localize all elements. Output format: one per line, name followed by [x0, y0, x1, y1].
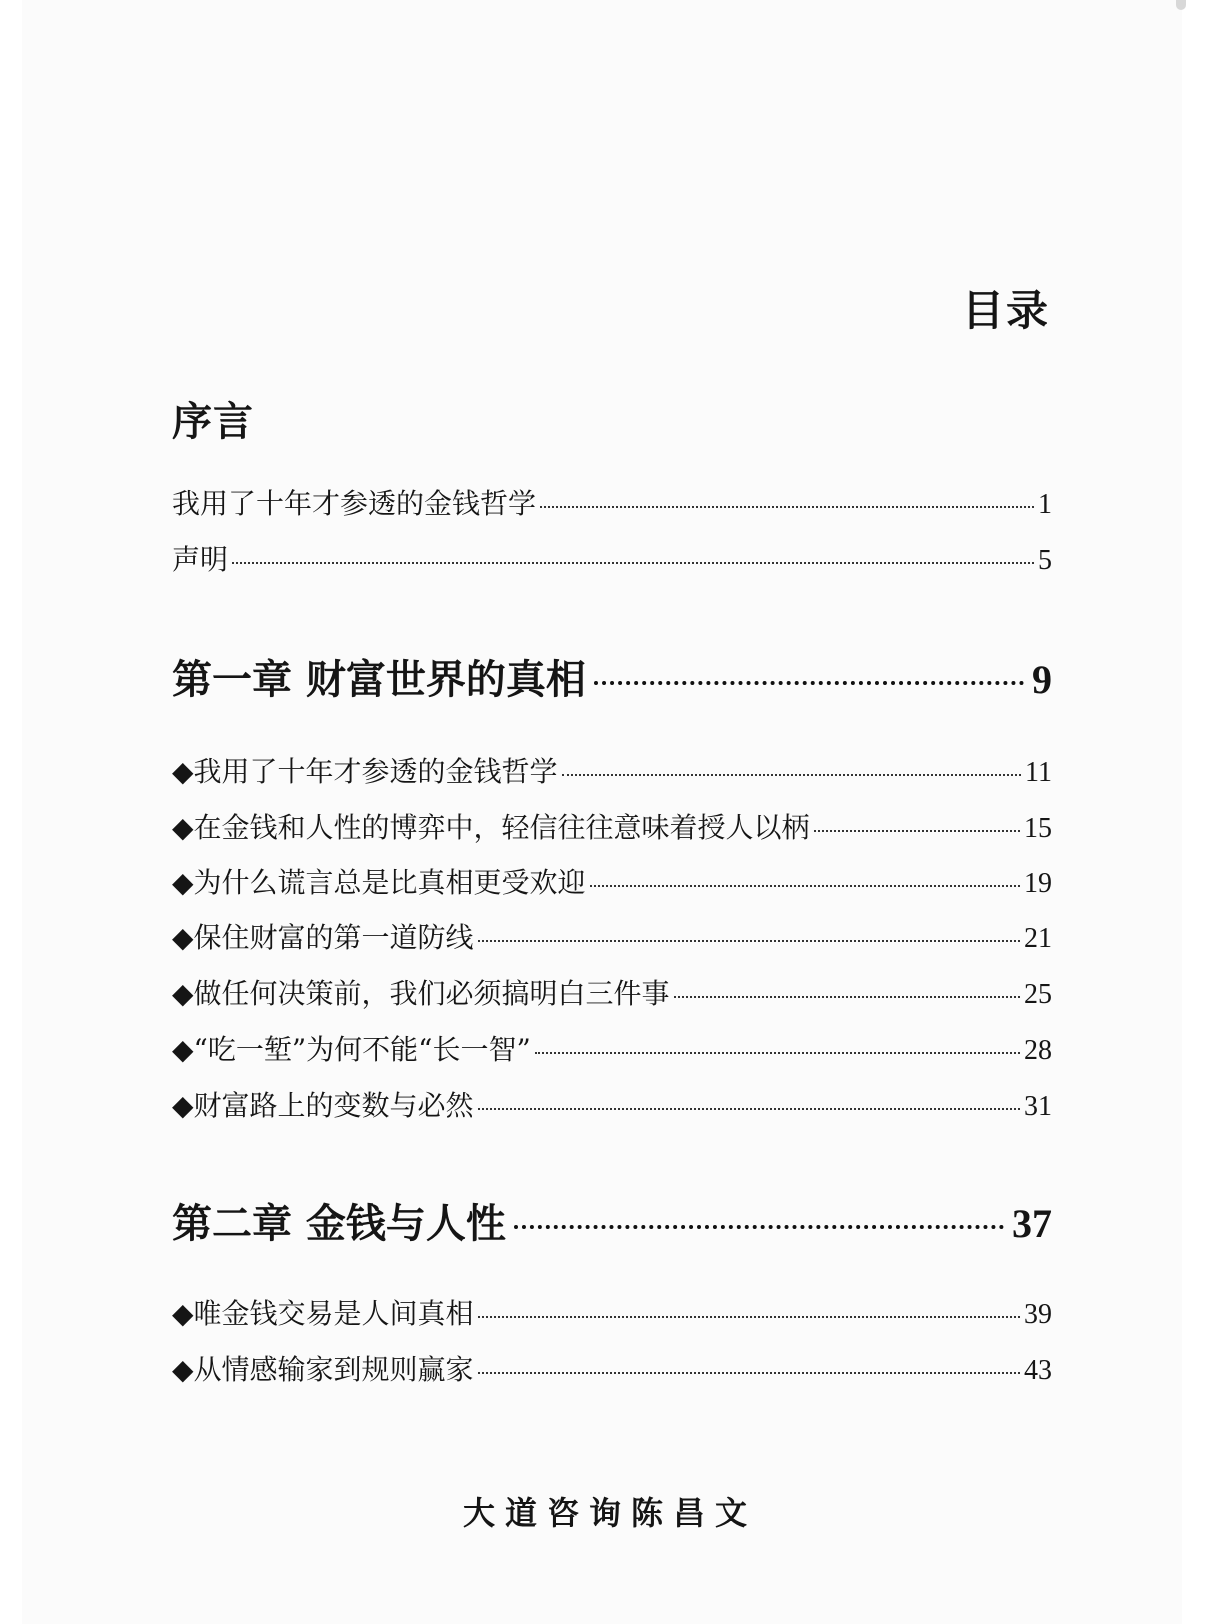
entry-label: ◆“吃一堑”为何不能“长一智”: [172, 1033, 531, 1066]
dot-leader: [514, 1225, 1004, 1229]
entry-label: ◆财富路上的变数与必然: [172, 1089, 474, 1122]
dot-leader: [562, 774, 1021, 776]
toc-chapter-1[interactable]: [172, 648, 1052, 704]
entry-page: 31: [1024, 1091, 1052, 1122]
entry-page: 15: [1024, 813, 1052, 844]
entry-page: 43: [1024, 1355, 1052, 1386]
toc-entry-ch1-4[interactable]: [172, 916, 1052, 956]
entry-page: 21: [1024, 923, 1052, 954]
entry-page: 5: [1038, 545, 1052, 576]
toc-entry-ch1-3[interactable]: [172, 861, 1052, 901]
toc-entry-preface-2[interactable]: [172, 538, 1052, 578]
entry-page: 19: [1024, 868, 1052, 899]
entry-page: 1: [1038, 489, 1052, 520]
entry-label: 声明: [172, 543, 229, 576]
entry-label: 我用了十年才参透的金钱哲学: [172, 487, 537, 520]
toc-entry-preface-1[interactable]: [172, 482, 1052, 522]
dot-leader: [594, 681, 1024, 685]
footer-brand: 大道咨询陈昌文: [462, 1494, 757, 1532]
toc-entry-ch1-7[interactable]: [172, 1084, 1052, 1124]
entry-page: 25: [1024, 979, 1052, 1010]
chapter-title: 第一章 财富世界的真相: [172, 656, 586, 703]
preface-heading: 序言: [172, 398, 254, 445]
toc-chapter-2[interactable]: [172, 1192, 1052, 1248]
dot-leader: [478, 1372, 1020, 1374]
entry-label: ◆从情感输家到规则赢家: [172, 1353, 474, 1386]
dot-leader: [674, 996, 1020, 998]
dot-leader: [814, 830, 1020, 832]
chapter-page: 9: [1032, 657, 1052, 702]
toc-title: 目录: [961, 286, 1050, 335]
entry-label: ◆为什么谎言总是比真相更受欢迎: [172, 866, 586, 899]
toc-entry-ch1-6[interactable]: [172, 1028, 1052, 1068]
toc-entry-ch1-5[interactable]: [172, 972, 1052, 1012]
chapter-title: 第二章 金钱与人性: [172, 1200, 506, 1247]
chapter-page: 37: [1012, 1201, 1052, 1246]
dot-leader: [232, 562, 1034, 564]
toc-entry-ch1-2[interactable]: [172, 806, 1052, 846]
entry-label: ◆保住财富的第一道防线: [172, 921, 474, 954]
dot-leader: [478, 940, 1020, 942]
entry-label: ◆我用了十年才参透的金钱哲学: [172, 755, 558, 788]
dot-leader: [590, 885, 1020, 887]
entry-label: ◆唯金钱交易是人间真相: [172, 1297, 474, 1330]
dot-leader: [478, 1108, 1020, 1110]
toc-entry-ch1-1[interactable]: [172, 750, 1052, 790]
entry-label: ◆在金钱和人性的博弈中，轻信往往意味着授人以柄: [172, 811, 810, 844]
entry-page: 28: [1024, 1035, 1052, 1066]
scrollbar-thumb[interactable]: [1176, 0, 1186, 10]
dot-leader: [478, 1316, 1020, 1318]
entry-page: 11: [1025, 757, 1052, 788]
entry-page: 39: [1024, 1299, 1052, 1330]
toc-entry-ch2-2[interactable]: [172, 1348, 1052, 1388]
toc-entry-ch2-1[interactable]: [172, 1292, 1052, 1332]
dot-leader: [540, 506, 1034, 508]
dot-leader: [535, 1052, 1020, 1054]
entry-label: ◆做任何决策前，我们必须搞明白三件事: [172, 977, 670, 1010]
